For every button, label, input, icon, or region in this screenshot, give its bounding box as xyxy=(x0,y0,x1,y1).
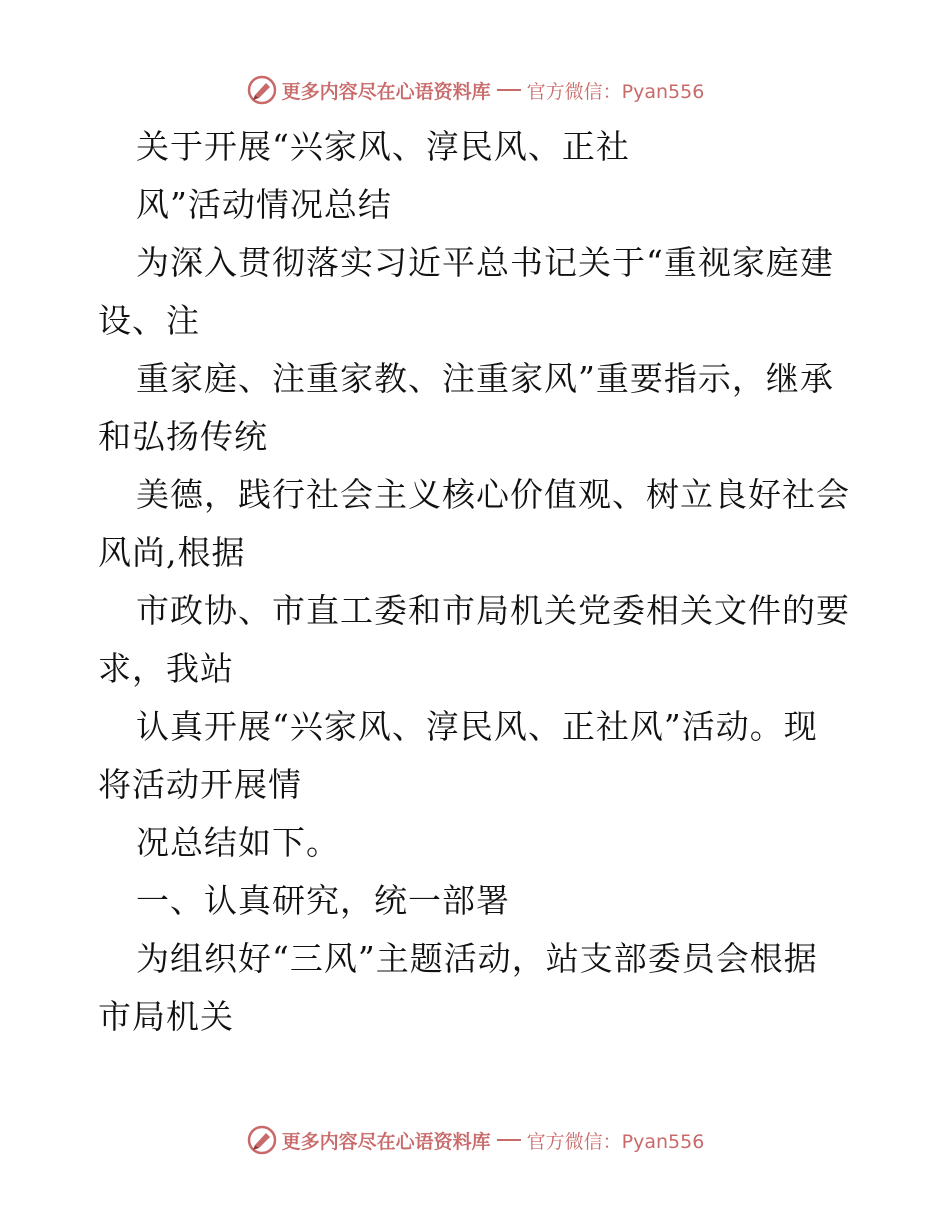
document-line: 关于开展“兴家风、淳民风、正社 xyxy=(136,127,630,166)
document-line: 设、注 xyxy=(98,301,200,340)
document-line: 认真开展“兴家风、淳民风、正社风”活动。现 xyxy=(136,707,818,746)
watermark-banner xyxy=(246,74,705,106)
document-line: 将活动开展情 xyxy=(98,765,302,804)
document-line: 市局机关 xyxy=(98,997,234,1036)
page-footer xyxy=(0,1120,950,1160)
watermark-dash xyxy=(497,1139,521,1141)
document-line: 风”活动情况总结 xyxy=(136,185,392,224)
document-line: 求，我站 xyxy=(98,649,234,688)
document-line: 一、认真研究，统一部署 xyxy=(136,881,510,920)
document-line: 为深入贯彻落实习近平总书记关于“重视家庭建 xyxy=(136,243,834,282)
logo-icon xyxy=(246,1124,278,1156)
document-line: 和弘扬传统 xyxy=(98,417,268,456)
document-line: 况总结如下。 xyxy=(136,823,340,862)
watermark-banner xyxy=(246,1124,705,1156)
watermark-main-text: 更多内容尽在心语资料库 xyxy=(281,80,491,103)
document-body xyxy=(98,118,858,1046)
document-line: 市政协、市直工委和市局机关党委相关文件的要 xyxy=(136,591,850,630)
document-line: 风尚,根据 xyxy=(98,533,246,572)
document-line: 重家庭、注重家教、注重家风”重要指示，继承 xyxy=(136,359,834,398)
watermark-main-text: 更多内容尽在心语资料库 xyxy=(281,1130,491,1153)
watermark-dash xyxy=(497,89,521,91)
watermark-sub-text: 官方微信：Pyan556 xyxy=(526,80,705,103)
watermark-sub-text: 官方微信：Pyan556 xyxy=(526,1130,705,1153)
page-header xyxy=(0,70,950,110)
logo-icon xyxy=(246,74,278,106)
document-line: 为组织好“三风”主题活动，站支部委员会根据 xyxy=(136,939,818,978)
document-line: 美德，践行社会主义核心价值观、树立良好社会 xyxy=(136,475,850,514)
